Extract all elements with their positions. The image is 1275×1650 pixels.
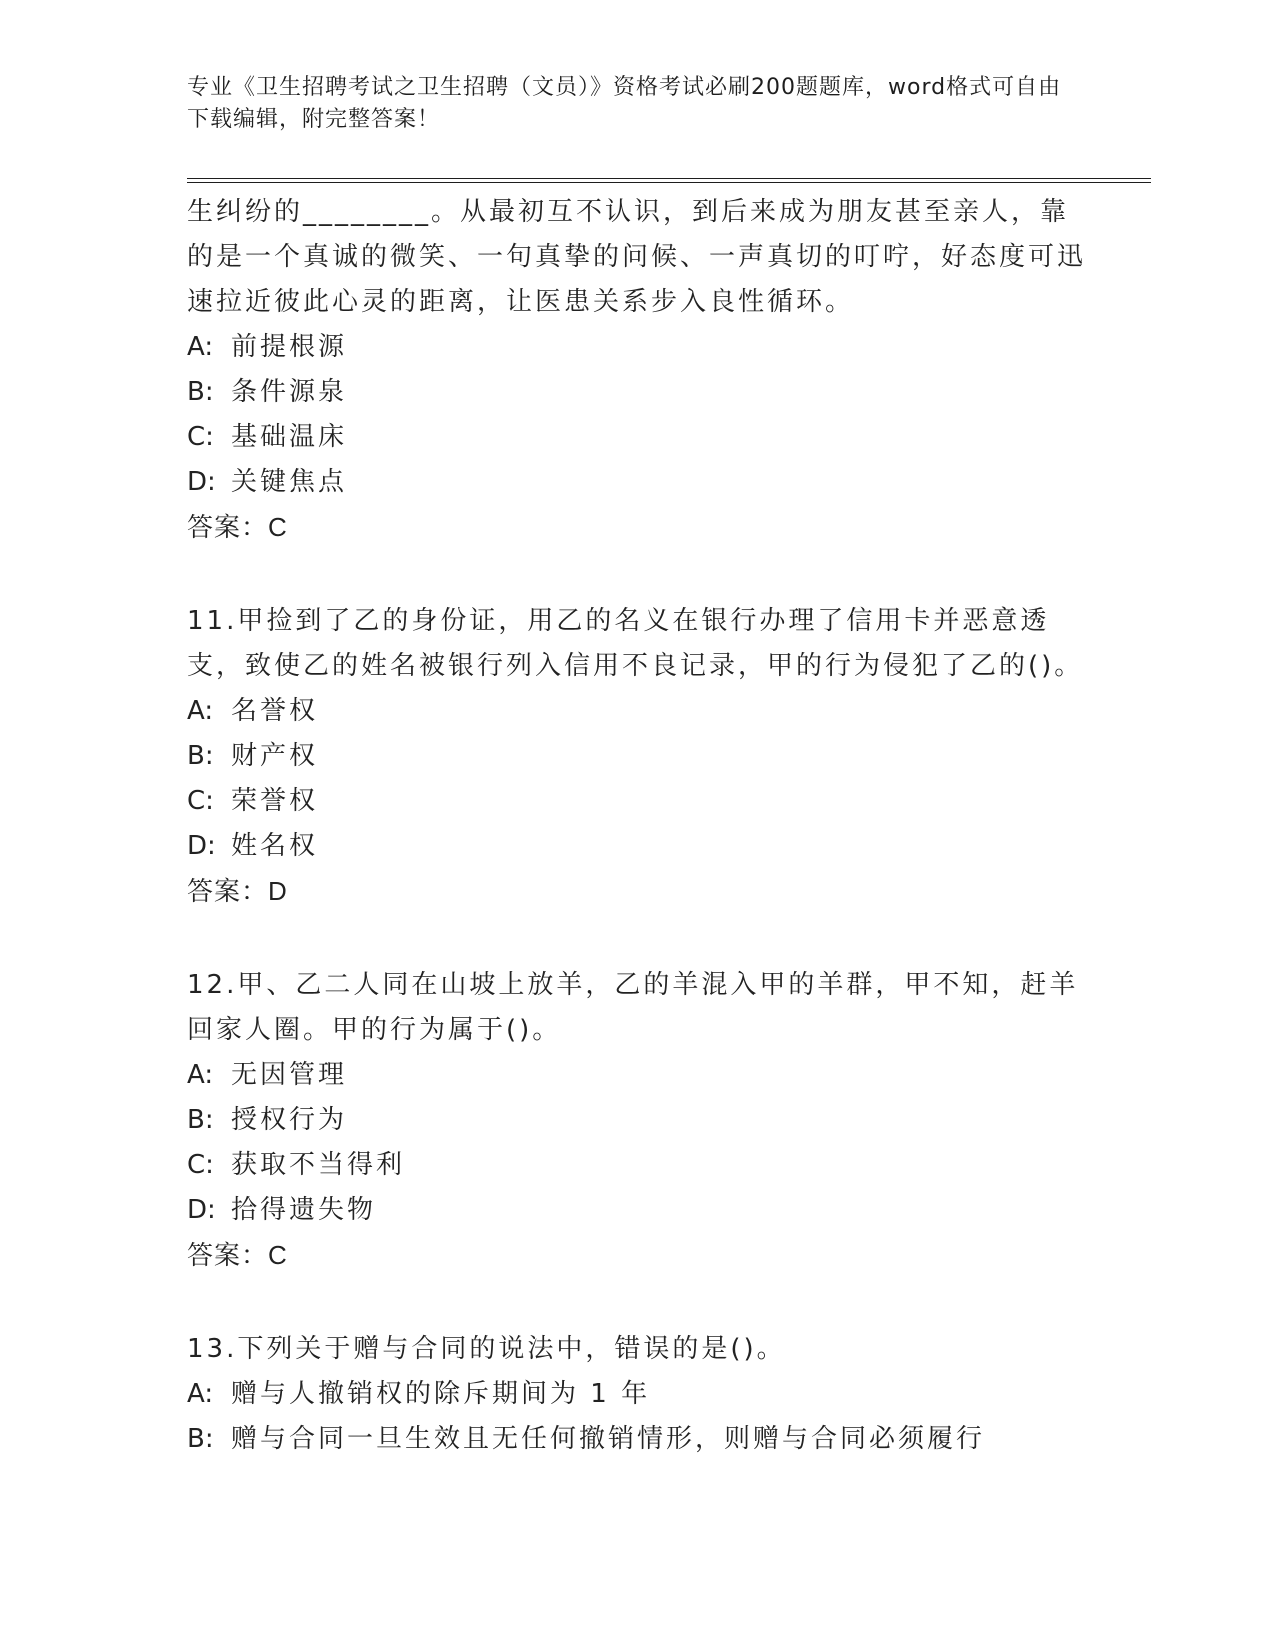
option-text: 条件源泉 — [231, 377, 348, 407]
option-text: 拾得遗失物 — [231, 1195, 377, 1225]
question-list — [187, 190, 1087, 1462]
question-stem: 13.下列关于赠与合同的说法中，错误的是()。 — [187, 1334, 786, 1364]
option-text: 荣誉权 — [231, 786, 319, 816]
option-letter: D: — [187, 831, 216, 861]
option-text: 授权行为 — [231, 1105, 348, 1135]
option-b — [187, 1098, 1087, 1143]
option-text: 前提根源 — [231, 332, 348, 362]
option-text: 名誉权 — [231, 696, 319, 726]
header-divider — [187, 178, 1151, 183]
option-text: 获取不当得利 — [231, 1150, 406, 1180]
option-letter: A: — [187, 1379, 214, 1409]
document-header: 专业《卫生招聘考试之卫生招聘（文员）》资格考试必刷200题题库，word格式可自由下载编辑，附完整答案！ — [187, 75, 1062, 132]
option-a — [187, 1372, 1087, 1417]
question-stem: 11.甲捡到了乙的身份证，用乙的名义在银行办理了信用卡并恶意透支，致使乙的姓名被银行列入信用不良记录，甲的行为侵犯了乙的()。 — [187, 606, 1084, 681]
option-c — [187, 1143, 1087, 1188]
option-letter: C: — [187, 1150, 214, 1180]
question-item — [187, 190, 1087, 550]
option-text: 财产权 — [231, 741, 319, 771]
option-letter: B: — [187, 377, 214, 407]
option-text: 无因管理 — [231, 1060, 348, 1090]
option-letter: B: — [187, 1424, 214, 1454]
option-letter: B: — [187, 1105, 214, 1135]
option-c — [187, 415, 1087, 460]
option-text: 赠与合同一旦生效且无任何撤销情形，则赠与合同必须履行 — [231, 1424, 986, 1454]
option-letter: D: — [187, 1195, 216, 1225]
option-d — [187, 460, 1087, 505]
answer-line: 答案：C — [187, 512, 288, 542]
option-a — [187, 689, 1087, 734]
option-b — [187, 370, 1087, 415]
option-text: 赠与人撤销权的除斥期间为 1 年 — [231, 1379, 651, 1409]
question-stem: 生纠纷的________。从最初互不认识，到后来成为朋友甚至亲人，靠的是一个真诚的微笑、一句真挚的问候、一声真切的叮咛，好态度可迅速拉近彼此心灵的距离，让医患关系步入良性循环。 — [187, 197, 1087, 317]
option-d — [187, 824, 1087, 869]
question-stem: 12.甲、乙二人同在山坡上放羊，乙的羊混入甲的羊群，甲不知，赶羊回家人圈。甲的行为属于()。 — [187, 970, 1079, 1045]
question-item — [187, 963, 1087, 1278]
option-text: 姓名权 — [231, 831, 319, 861]
option-a — [187, 1053, 1087, 1098]
question-item — [187, 1327, 1087, 1462]
option-d — [187, 1188, 1087, 1233]
option-text: 关键焦点 — [231, 467, 348, 497]
answer-line: 答案：D — [187, 876, 288, 906]
answer-line: 答案：C — [187, 1240, 288, 1270]
option-letter: B: — [187, 741, 214, 771]
option-letter: A: — [187, 1060, 214, 1090]
option-c — [187, 779, 1087, 824]
option-letter: D: — [187, 467, 216, 497]
option-letter: A: — [187, 332, 214, 362]
option-b — [187, 1417, 1087, 1462]
question-item — [187, 599, 1087, 914]
option-a — [187, 325, 1087, 370]
option-letter: C: — [187, 422, 214, 452]
option-b — [187, 734, 1087, 779]
option-text: 基础温床 — [231, 422, 348, 452]
option-letter: C: — [187, 786, 214, 816]
option-letter: A: — [187, 696, 214, 726]
